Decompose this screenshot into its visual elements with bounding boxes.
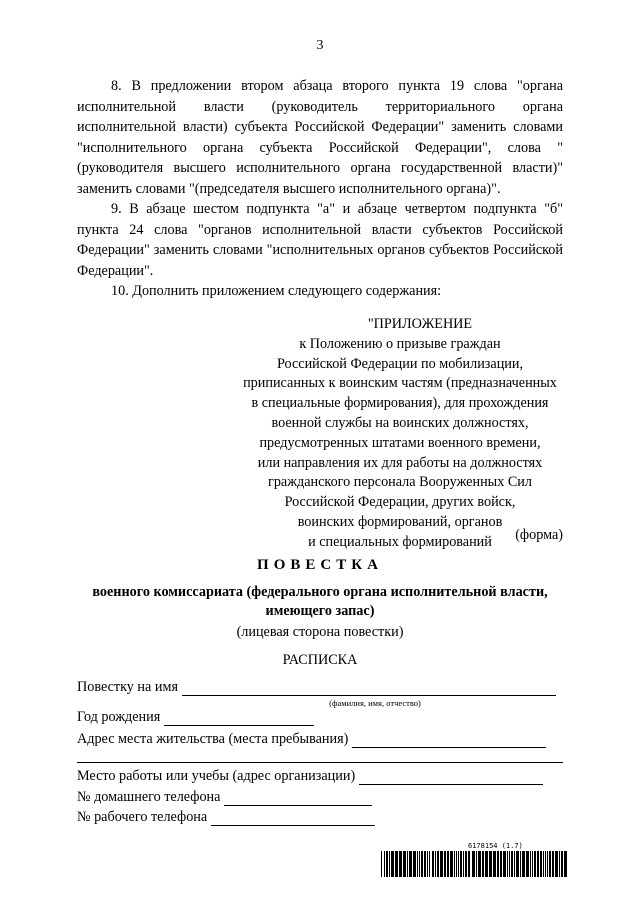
- page-number: 3: [316, 38, 324, 53]
- document-body: [77, 76, 563, 302]
- appendix-line: к Положению о призыве граждан: [299, 335, 501, 352]
- birth-year-row: [77, 709, 314, 726]
- appendix-block: [240, 315, 560, 553]
- document-title: ПОВЕСТКА: [257, 557, 383, 573]
- work-row: [77, 768, 543, 785]
- name-row: [77, 679, 556, 696]
- paragraph-10: 10. Дополнить приложением следующего содержания:: [111, 283, 442, 299]
- barcode-text: 6178154 (1.7): [468, 842, 523, 850]
- appendix-line: и специальных формирований: [308, 533, 492, 550]
- work-phone-label: № рабочего телефона: [77, 809, 208, 825]
- address-continuation-line[interactable]: [77, 762, 563, 763]
- barcode-icon: [381, 851, 567, 877]
- appendix-line: приписанных к воинским частям (предназначенных: [243, 375, 557, 392]
- paragraph-8: 8. В предложении втором абзаца второго пункта 19 слова "органа исполнительной власти (руководитель территориального органа исполнительной власти) субъекта Российской Федерации" заменить словами "исполнительного органа субъекта Российской Федерации", слова "(руководителя высшего исполнительного органа государственной власти)" заменить словами "(председателя высшего исполнительного органа)".: [77, 78, 563, 197]
- home-phone-label: № домашнего телефона: [77, 789, 221, 805]
- document-subtitle: [77, 583, 563, 621]
- name-field[interactable]: [182, 681, 556, 696]
- work-field[interactable]: [359, 770, 543, 785]
- work-phone-field[interactable]: [211, 811, 375, 826]
- name-label: Повестку на имя: [77, 679, 178, 695]
- work-label: Место работы или учебы (адрес организации): [77, 768, 356, 784]
- appendix-line: в специальные формирования), для прохождения: [251, 395, 549, 412]
- appendix-line: предусмотренных штатами военного времени,: [259, 434, 541, 451]
- appendix-line: гражданского персонала Вооруженных Сил: [268, 474, 532, 491]
- face-side-label: (лицевая сторона повестки): [236, 624, 404, 640]
- address-field[interactable]: [352, 733, 546, 748]
- address-label: Адрес места жительства (места пребывания): [77, 731, 349, 747]
- home-phone-field[interactable]: [224, 791, 372, 806]
- address-row: [77, 731, 546, 748]
- birth-year-field[interactable]: [164, 711, 314, 726]
- home-phone-row: [77, 789, 372, 806]
- appendix-line: военной службы на воинских должностях,: [271, 414, 529, 431]
- paragraph-9: 9. В абзаце шестом подпункта "а" и абзаце четвертом подпункта "б" пункта 24 слова "органов исполнительной власти субъектов Российской Федерации" заменить словами "исполнительных органов субъектов Российской Федерации".: [77, 201, 563, 279]
- work-phone-row: [77, 809, 375, 826]
- birth-year-label: Год рождения: [77, 709, 161, 725]
- subtitle-line: имеющего запас): [265, 603, 375, 619]
- appendix-line: Российской Федерации по мобилизации,: [276, 355, 524, 372]
- subtitle-line: военного комиссариата (федерального органа исполнительной власти,: [92, 584, 548, 600]
- appendix-line: или направления их для работы на должностях: [257, 454, 543, 471]
- receipt-heading: РАСПИСКА: [282, 652, 358, 668]
- appendix-line: Российской Федерации, других войск,: [284, 494, 516, 511]
- name-hint: (фамилия, имя, отчество): [329, 698, 421, 708]
- appendix-line: воинских формирований, органов: [297, 513, 503, 530]
- appendix-heading: "ПРИЛОЖЕНИЕ: [367, 316, 473, 332]
- form-label: (форма): [515, 527, 563, 543]
